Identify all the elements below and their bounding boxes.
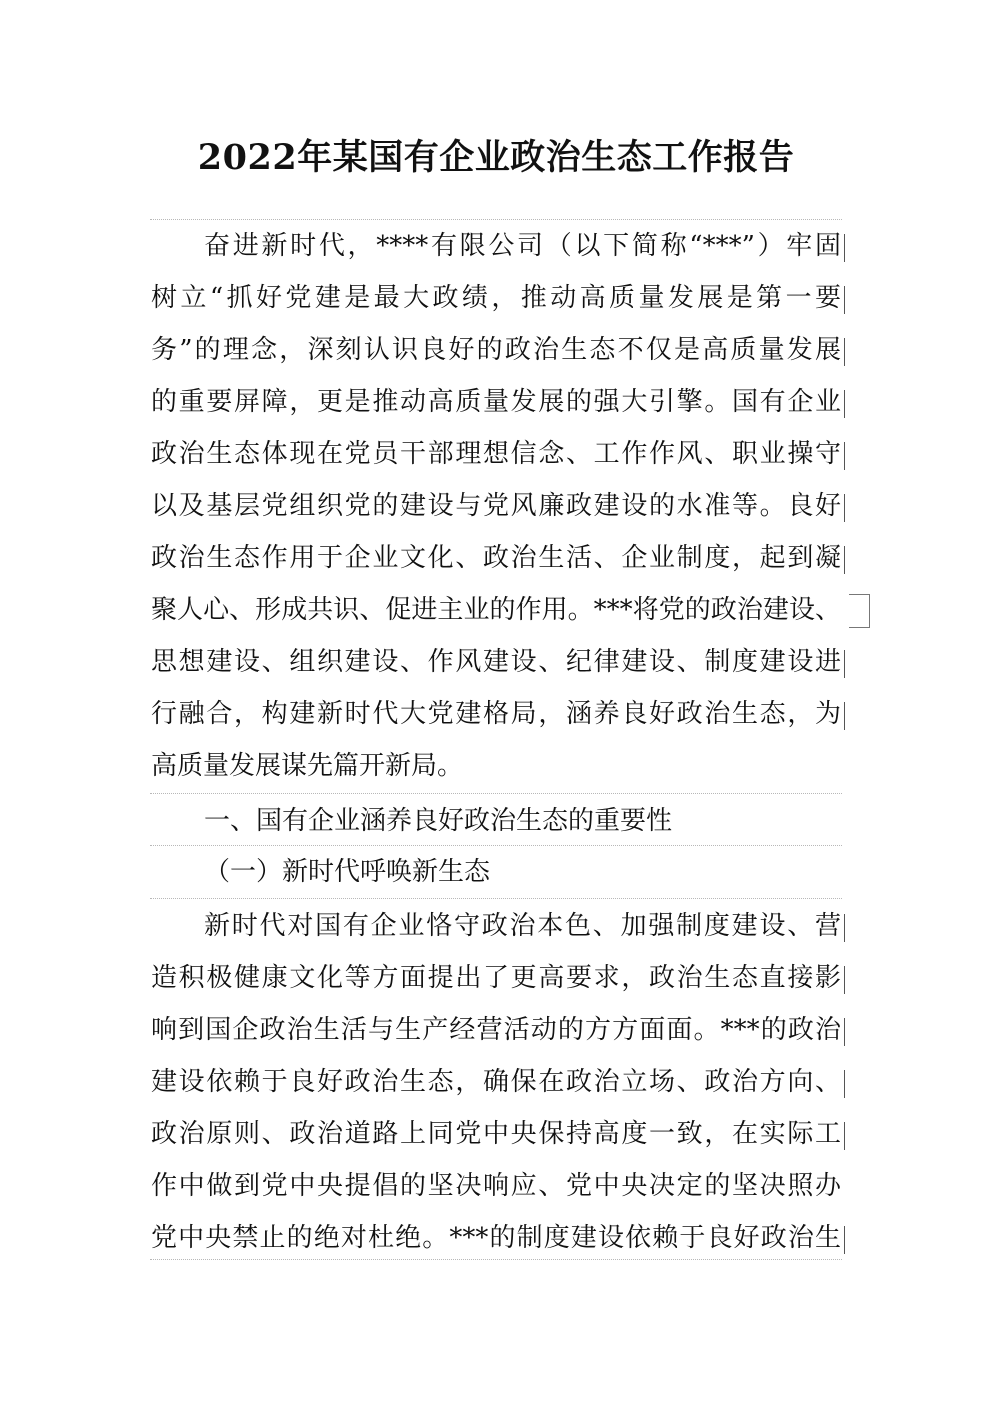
paragraph-line: 思想建设、组织建设、作风建设、纪律建设、制度建设进 <box>151 636 841 688</box>
document-title: 2022年某国有企业政治生态工作报告 <box>197 137 795 178</box>
paragraph-line: 以及基层党组织党的建设与党风廉政建设的水准等。良好 <box>151 480 841 532</box>
section-heading-block <box>151 795 841 847</box>
paragraph-line: 政治原则、政治道路上同党中央保持高度一致，在实际工 <box>151 1108 841 1160</box>
paragraph-line: 造积极健康文化等方面提出了更高要求，政治生态直接影 <box>151 952 841 1004</box>
paragraph-line: 行融合，构建新时代大党建格局，涵养良好政治生态，为 <box>151 688 841 740</box>
subsection-heading: （一）新时代呼唤新生态 <box>204 857 491 887</box>
paragraph-line: 高质量发展谋先篇开新局。 <box>151 751 464 781</box>
paragraph-divider <box>150 793 842 794</box>
paragraph-line: 新时代对国有企业恪守政治本色、加强制度建设、营 <box>151 900 841 952</box>
paragraph-line: 响到国企政治生活与生产经营活动的方方面面。***的政治 <box>151 1004 841 1056</box>
paragraph-line: 的重要屏障，更是推动高质量发展的强大引擎。国有企业 <box>151 376 841 428</box>
paragraph-line: 建设依赖于良好政治生态，确保在政治立场、政治方向、 <box>151 1056 841 1108</box>
paragraph-line: 奋进新时代，****有限公司（以下简称“***”）牢固 <box>151 220 841 272</box>
intro-paragraph <box>151 220 841 792</box>
paragraph-divider <box>150 1259 842 1260</box>
paragraph-divider <box>150 898 842 899</box>
paragraph-line: 务”的理念，深刻认识良好的政治生态不仅是高质量发展 <box>151 324 841 376</box>
subsection-heading-block <box>151 846 841 898</box>
paragraph-line: 政治生态作用于企业文化、政治生活、企业制度，起到凝 <box>151 532 841 584</box>
paragraph-line: 政治生态体现在党员干部理想信念、工作作风、职业操守 <box>151 428 841 480</box>
section-heading: 一、国有企业涵养良好政治生态的重要性 <box>204 806 673 836</box>
paragraph-line: 党中央禁止的绝对杜绝。***的制度建设依赖于良好政治生 <box>151 1212 841 1264</box>
paragraph-line: 树立“抓好党建是最大政绩，推动高质量发展是第一要 <box>151 272 841 324</box>
paragraph-line: 聚人心、形成共识、促进主业的作用。***将党的政治建设、 <box>151 595 841 625</box>
body-paragraph <box>151 900 841 1264</box>
paragraph-line: 作中做到党中央提倡的坚决响应、党中央决定的坚决照办 <box>151 1171 841 1201</box>
comment-anchor-marker <box>849 594 870 628</box>
